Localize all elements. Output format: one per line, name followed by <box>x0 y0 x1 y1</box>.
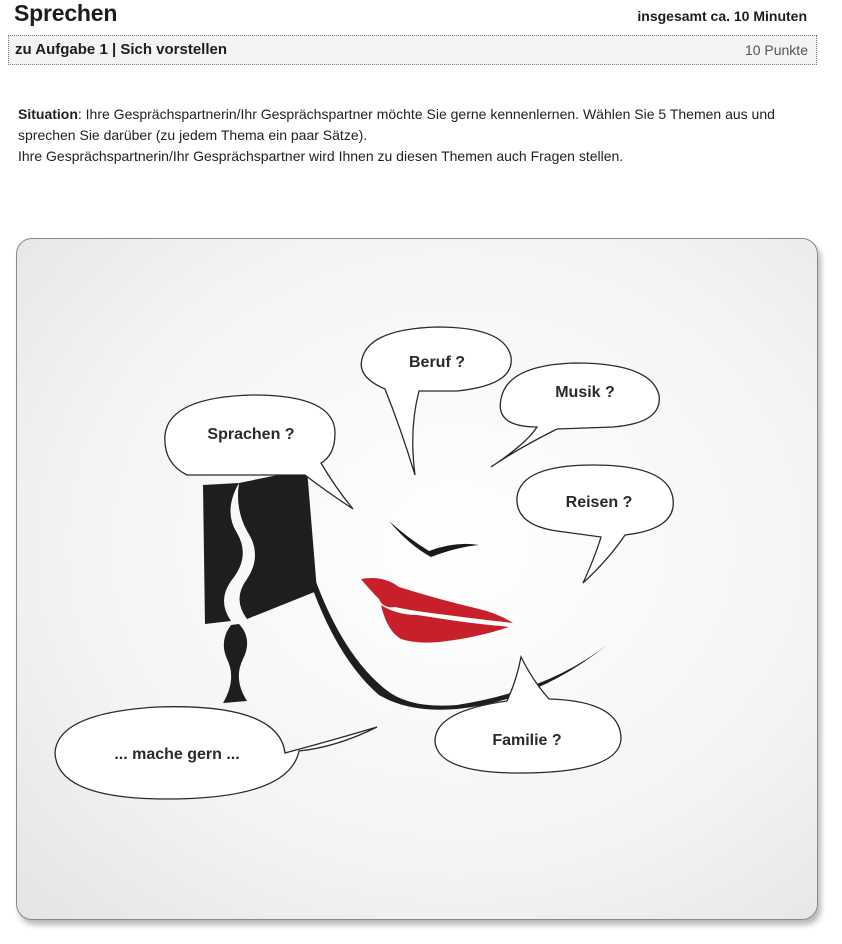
upper-lip <box>361 578 513 623</box>
points-label: 10 Punkte <box>744 42 808 58</box>
situation-text <box>18 104 818 167</box>
hair-shape-left <box>203 483 243 624</box>
illustration-frame <box>16 238 818 920</box>
bubble-sprachen-text: Sprachen ? <box>207 426 295 443</box>
bubble-reisen <box>517 465 673 583</box>
bubble-beruf-text: Beruf ? <box>409 354 465 371</box>
time-info: insgesamt ca. 10 Minuten <box>637 8 807 24</box>
page-title: Sprechen <box>14 0 118 26</box>
situation-line-1: : Ihre Gesprächspartnerin/Ihr Gesprächspartner möchte Sie gerne kennenlernen. Wählen Sie 5 Themen aus und sprechen Sie darüber (zu jedem Thema ein paar Sätze). <box>18 106 775 143</box>
bubble-musik-text: Musik ? <box>555 384 615 401</box>
bubble-familie-text: Familie ? <box>492 732 562 749</box>
bubble-beruf <box>361 327 511 475</box>
bubble-musik <box>491 363 659 467</box>
bubble-hobby <box>55 707 377 799</box>
eye-shape <box>389 521 479 557</box>
jaw-line <box>309 579 607 710</box>
hair-shape-right <box>238 469 317 619</box>
situation-paragraph-1 <box>18 104 818 146</box>
hair-strand <box>223 624 247 703</box>
bubble-familie <box>435 657 621 773</box>
task-title: zu Aufgabe 1 | Sich vorstellen <box>15 41 228 58</box>
situation-line-2: Ihre Gesprächspartnerin/Ihr Gesprächspartner wird Ihnen zu diesen Themen auch Fragen stellen. <box>18 148 624 164</box>
situation-label: Situation <box>18 106 78 122</box>
bubble-reisen-text: Reisen ? <box>565 494 633 511</box>
face-illustration <box>17 239 817 919</box>
bubble-hobby-text: ... mache gern ... <box>114 746 240 763</box>
task-header-bar <box>8 35 817 65</box>
